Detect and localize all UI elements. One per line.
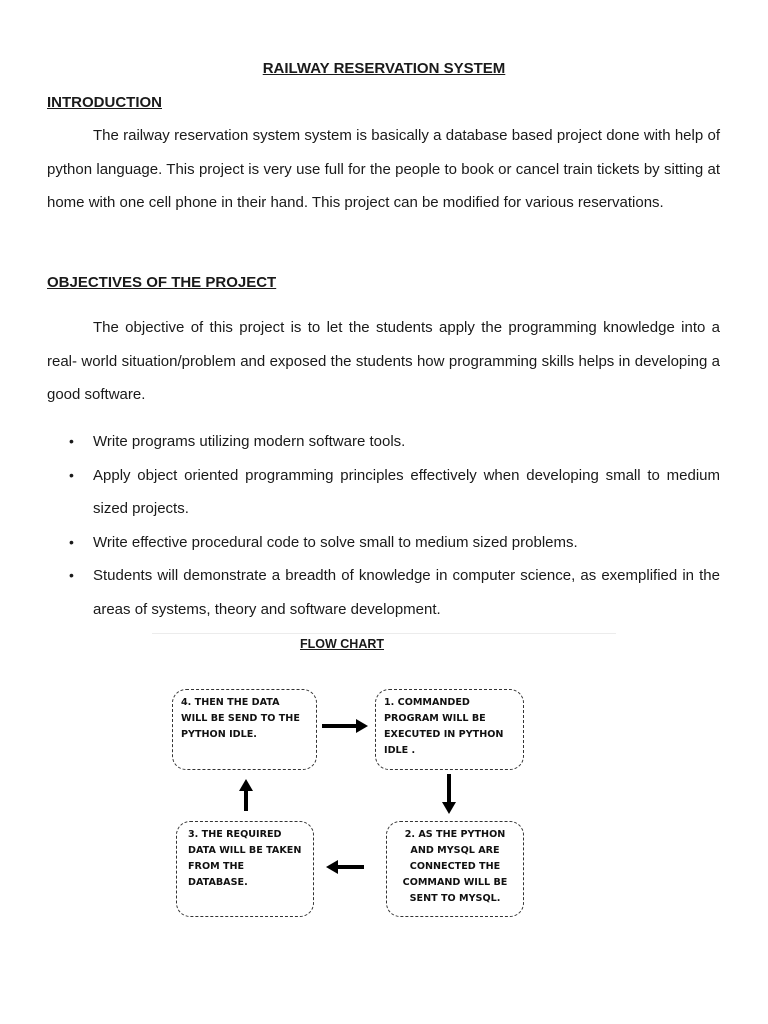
- list-item: [47, 459, 720, 526]
- flowchart-step-3-box: 3. THE REQUIRED DATA WILL BE TAKEN FROM THE DATABASE.: [176, 821, 314, 917]
- list-item-text: Students will demonstrate a breadth of knowledge in computer science, as exemplified in the areas of systems, theory and software development.: [93, 567, 720, 618]
- objectives-heading: OBJECTIVES OF THE PROJECT: [47, 274, 277, 291]
- bullet-icon: •: [69, 533, 74, 550]
- introduction-heading: INTRODUCTION: [47, 94, 162, 111]
- list-item-text: Write effective procedural code to solve small to medium sized problems.: [93, 533, 578, 551]
- list-item-text: Write programs utilizing modern software tools.: [93, 433, 406, 450]
- arrow-left-icon: [326, 859, 366, 875]
- arrow-down-icon: [441, 774, 457, 816]
- arrow-right-icon: [320, 718, 370, 734]
- bullet-icon: •: [69, 466, 74, 483]
- arrow-up-icon: [238, 779, 254, 813]
- flowchart-top-rule: [152, 633, 616, 634]
- list-item: [47, 526, 720, 560]
- list-item-text: Apply object oriented programming principles effectively when developing small to medium sized projects.: [93, 466, 720, 517]
- objectives-bullet-list: [47, 425, 720, 626]
- bullet-icon: •: [69, 433, 74, 449]
- objectives-paragraph: The objective of this project is to let the students apply the programming knowledge into a real- world situation/problem and exposed the students how programming skills helps in developing a good software.: [47, 319, 720, 403]
- list-item: [47, 425, 720, 459]
- flowchart-step-1-box: 1. COMMANDED PROGRAM WILL BE EXECUTED IN PYTHON IDLE .: [375, 689, 524, 770]
- flowchart-step-2-box: 2. AS THE PYTHON AND MYSQL ARE CONNECTED THE COMMAND WILL BE SENT TO MYSQL.: [386, 821, 524, 917]
- flowchart-title: FLOW CHART: [300, 637, 385, 651]
- introduction-paragraph: The railway reservation system system is basically a database based project done with help of python language. This project is very use full for the people to book or cancel train tickets by sitting at home with one cell phone in their hand. This project can be modified for various reservations.: [47, 127, 720, 211]
- flowchart-step-4-box: 4. THEN THE DATA WILL BE SEND TO THE PYTHON IDLE.: [172, 689, 317, 770]
- document-title: RAILWAY RESERVATION SYSTEM: [262, 60, 506, 77]
- bullet-icon: •: [69, 567, 74, 583]
- list-item: [47, 559, 720, 626]
